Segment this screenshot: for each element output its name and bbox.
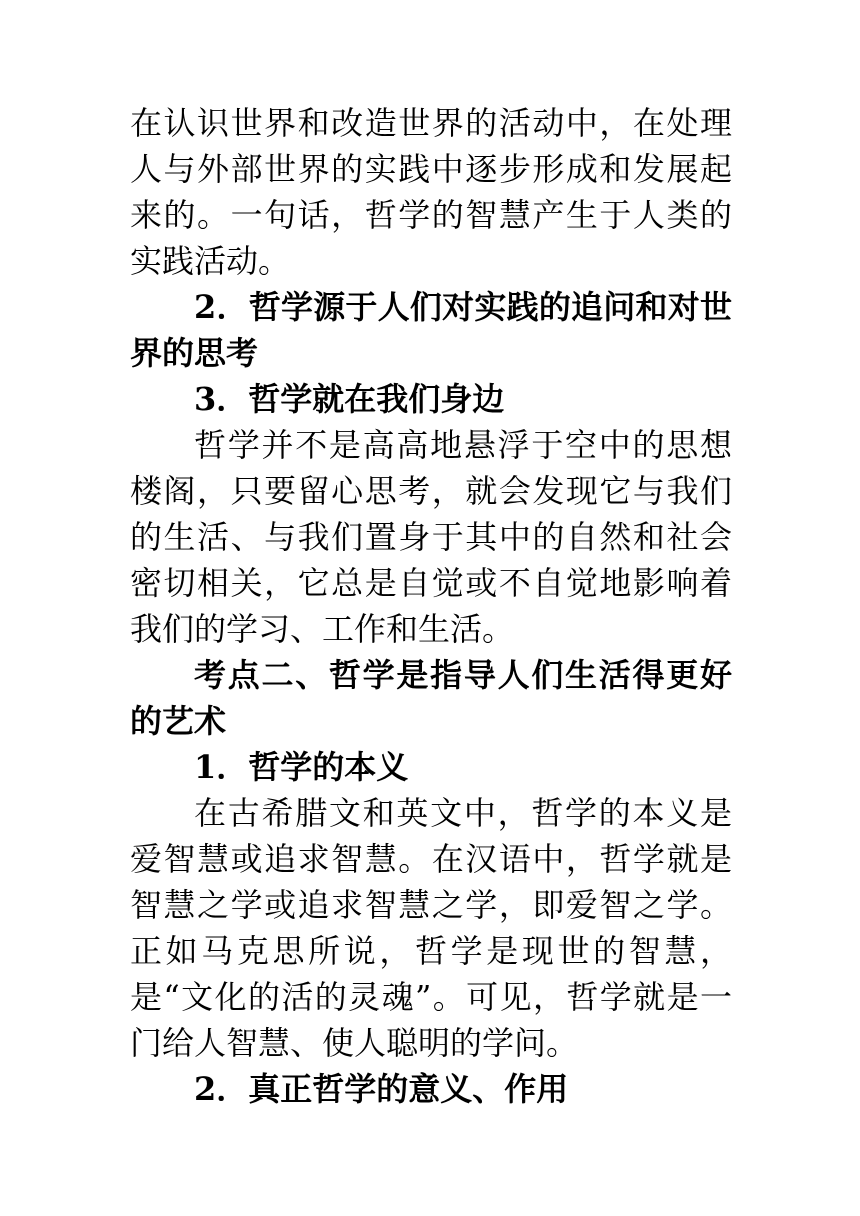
heading-true-philosophy-role: 2．真正哲学的意义、作用 (194, 1070, 569, 1108)
heading-key-point-two: 考点二、哲学是指导人们生活得更好的艺术 (130, 656, 732, 740)
heading-original-meaning: 1．哲学的本义 (194, 748, 409, 786)
paragraph-original-meaning: 在古希腊文和英文中，哲学的本义是爱智慧或追求智慧。在汉语中，哲学就是智慧之学或追求智慧之学，即爱智之学。正如马克思所说，哲学是现世的智慧，是“文化的活的灵魂”。可见，哲学就是一门给人智慧、使人聪明的学问。 (130, 794, 732, 1062)
heading-philosophy-around-us: 3．哲学就在我们身边 (194, 380, 505, 418)
paragraph-philosophy-around-us: 哲学并不是高高地悬浮于空中的思想楼阁，只要留心思考，就会发现它与我们的生活、与我们置身于其中的自然和社会密切相关，它总是自觉或不自觉地影响着我们的学习、工作和生活。 (130, 426, 732, 648)
document-page (130, 100, 732, 1112)
paragraph-practice-origin: 在认识世界和改造世界的活动中，在处理人与外部世界的实践中逐步形成和发展起来的。一句话，哲学的智慧产生于人类的实践活动。 (130, 104, 732, 280)
heading-philosophy-source: 2．哲学源于人们对实践的追问和对世界的思考 (130, 288, 732, 372)
